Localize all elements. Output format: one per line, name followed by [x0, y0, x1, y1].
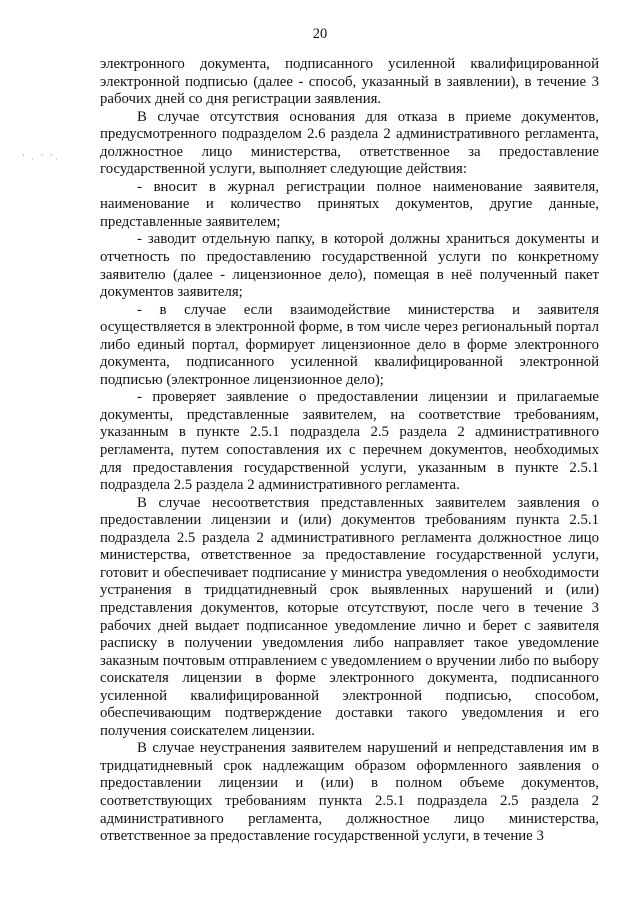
- paragraph-no-grounds-for-refusal: В случае отсутствия основания для отказа в приеме документов, предусмотренного подразделом 2.6 раздела 2 административного регламента, должностное лицо министерства, ответственное за предоставление государственной услуги, выполняет следующие действия:: [100, 108, 599, 178]
- paragraph-non-elimination: В случае неустранения заявителем нарушений и непредставления им в тридцатидневный срок надлежащим образом оформленного заявления о предоставлении лицензии и (или) в полном объеме документов, соответствующих требованиям пункта 2.5.1 подраздела 2.5 раздела 2 административного регламента, должностное лицо министерства, ответственное за предоставление государственной услуги, в течение 3: [100, 740, 599, 845]
- list-item-checks-application: - проверяет заявление о предоставлении лицензии и прилагаемые документы, представленные заявителем, на соответствие требованиям, указанным в пункте 2.5.1 подраздела 2.5 раздела 2 административного регламента, путем сопоставления их с перечнем документов, необходимых для предоставления государственной услуги, указанным в пункте 2.5.1 подраздела 2.5 раздела 2 административного регламента.: [100, 389, 599, 494]
- paragraph-continuation: электронного документа, подписанного усиленной квалифицированной электронной подписью (далее - способ, указанный в заявлении), в течение 3 рабочих дней со дня регистрации заявления.: [100, 56, 599, 108]
- list-item-registration-journal: - вносит в журнал регистрации полное наименование заявителя, наименование и количество принятых документов, другие данные, представленные заявителем;: [100, 178, 599, 230]
- list-item-license-file: - заводит отдельную папку, в которой должны храниться документы и отчетность по предоставлению государственной услуги по конкретному заявителю (далее - лицензионное дело), помещая в неё полученный пакет документов заявителя;: [100, 231, 599, 301]
- paragraph-non-compliance: В случае несоответствия представленных заявителем заявления о предоставлении лицензии и (или) документов требованиям пункта 2.5.1 подраздела 2.5 раздела 2 административного регламента должностное лицо министерства, ответственное за предоставление государственной услуги, готовит и обеспечивает подписание у министра уведомления о необходимости устранения в тридцатидневный срок выявленных нарушений и (или) представления документов, которые отсутствуют, после чего в течение 3 рабочих дней выдает подписанное уведомление лично и берет с заявителя расписку в получении уведомления либо направляет такое уведомление заказным почтовым отправлением с уведомлением о вручении либо по выбору соискателя лицензии в форме электронного документа, подписанного усиленной квалифицированной электронной подписью, способом, обеспечивающим подтверждение доставки такого уведомления и его получения соискателем лицензии.: [100, 494, 599, 739]
- body-text: [100, 56, 599, 846]
- list-item-electronic-license-file: - в случае если взаимодействие министерства и заявителя осуществляется в электронной форме, в том числе через региональный портал либо единый портал, формирует лицензионное дело в форме электронного документа, подписанного усиленной квалифицированной электронной подписью (электронное лицензионное дело);: [100, 301, 599, 388]
- scan-artifact: · ˌ · ·ˌ: [22, 150, 60, 160]
- page-number: 20: [312, 26, 328, 42]
